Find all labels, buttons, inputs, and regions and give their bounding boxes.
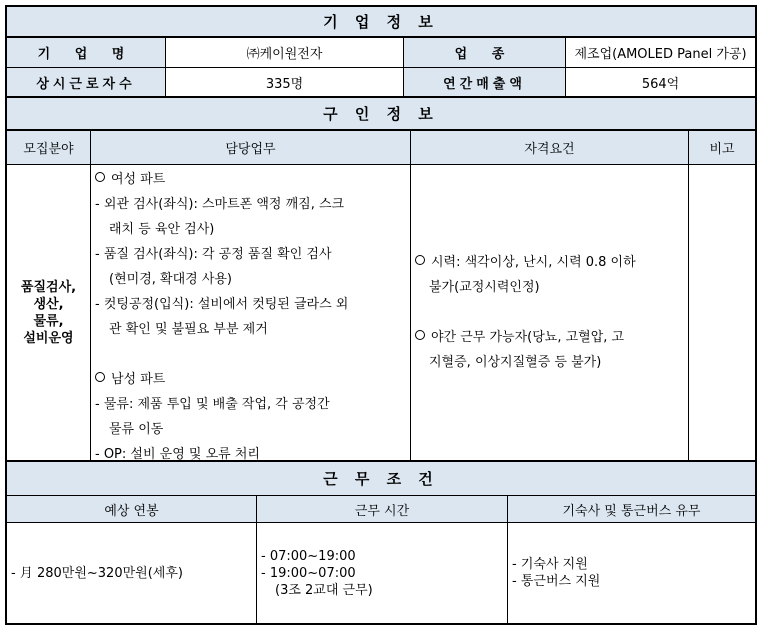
header-qualifications: 자격요건: [411, 131, 689, 164]
duty-line: 관 확인 및 불필요 부분 제거: [109, 322, 268, 337]
hours-line: - 07:00~19:00: [261, 548, 356, 564]
header-dorm: 기숙사 및 통근버스 유무: [562, 503, 701, 519]
field-line: 품질검사,: [20, 279, 77, 295]
duty-line: - 외관 검사(좌식): 스마트폰 액정 깨짐, 스크: [95, 197, 345, 212]
spacer: [415, 300, 682, 325]
circle-bullet-icon: [95, 372, 105, 382]
hours-line: (3조 2교대 근무): [275, 582, 373, 598]
conditions-header-row: [7, 496, 755, 523]
salary-cell: [7, 523, 257, 623]
spacer: [95, 342, 404, 367]
recruit-body-row: [7, 165, 755, 462]
qualification-line: 지혈증, 이상지질혈증 등 불가): [429, 355, 602, 370]
circle-bullet-icon: [415, 330, 425, 340]
qualification-line: 불가(교정시력인정): [429, 280, 540, 295]
company-section-title: 기 업 정 보: [323, 13, 439, 31]
header-field: 모집분야: [7, 131, 91, 164]
job-posting-table: [5, 5, 757, 625]
duty-line: - 품질 검사(좌식): 각 공정 품질 확인 검사: [95, 247, 332, 262]
circle-bullet-icon: [415, 255, 425, 265]
duty-line: - 컷팅공정(입식): 설비에서 컷팅된 글라스 외: [95, 297, 349, 312]
hours-line: - 19:00~07:00: [261, 565, 356, 581]
industry-value: 제조업(AMOLED Panel 가공): [574, 47, 747, 62]
dorm-cell: [508, 523, 755, 623]
field-line: 생산,: [33, 296, 64, 312]
duty-line: 물류 이동: [109, 422, 164, 437]
circle-bullet-icon: [95, 172, 105, 182]
hours-cell: [257, 523, 508, 623]
qualifications-cell: [411, 165, 689, 460]
revenue-value: 564억: [641, 76, 680, 92]
conditions-section-header: [7, 462, 755, 496]
recruit-field: [7, 165, 91, 460]
salary-line: - 月 280만원~320만원(세후): [11, 565, 183, 581]
recruit-section-header: [7, 98, 755, 131]
company-name-row: [7, 38, 755, 68]
remarks-cell: [689, 165, 755, 460]
revenue-label: 연간매출액: [404, 68, 566, 96]
duties-cell: [91, 165, 411, 460]
industry-label: 업 종: [404, 38, 566, 67]
header-salary: 예상 연봉: [7, 496, 257, 522]
qualification-line: 야간 근무 가능자(당뇨, 고혈압, 고: [415, 325, 682, 350]
female-part-title: 여성 파트: [95, 167, 404, 192]
company-section-header: [7, 7, 755, 38]
field-line: 물류,: [33, 313, 64, 329]
qualification-line: 시력: 색각이상, 난시, 시력 0.8 이하: [415, 250, 682, 275]
header-hours: 근무 시간: [257, 496, 508, 522]
duty-line: (현미경, 확대경 사용): [109, 272, 233, 287]
header-remarks: 비고: [709, 142, 735, 157]
male-part-title: 남성 파트: [95, 367, 404, 392]
recruit-header-row: [7, 131, 755, 165]
duty-line: - OP: 설비 운영 및 오류 처리: [95, 447, 260, 462]
company-stats-row: [7, 68, 755, 98]
recruit-section-title: 구 인 정 보: [323, 105, 439, 123]
conditions-body-row: [7, 523, 755, 623]
employees-label: 상시근로자수: [7, 68, 166, 96]
employees-value: 335명: [166, 68, 404, 96]
conditions-section-title: 근 무 조 건: [323, 470, 439, 488]
dorm-line: - 기숙사 지원: [512, 557, 588, 572]
field-line: 설비운영: [23, 330, 74, 346]
company-name-value: ㈜케이원전자: [166, 38, 404, 67]
duty-line: - 물류: 제품 투입 및 배출 작업, 각 공정간: [95, 397, 330, 412]
header-duties: 담당업무: [91, 131, 411, 164]
company-name-label: 기 업 명: [7, 38, 166, 67]
dorm-line: - 통근버스 지원: [512, 574, 601, 589]
duty-line: 래치 등 육안 검사): [109, 222, 215, 237]
